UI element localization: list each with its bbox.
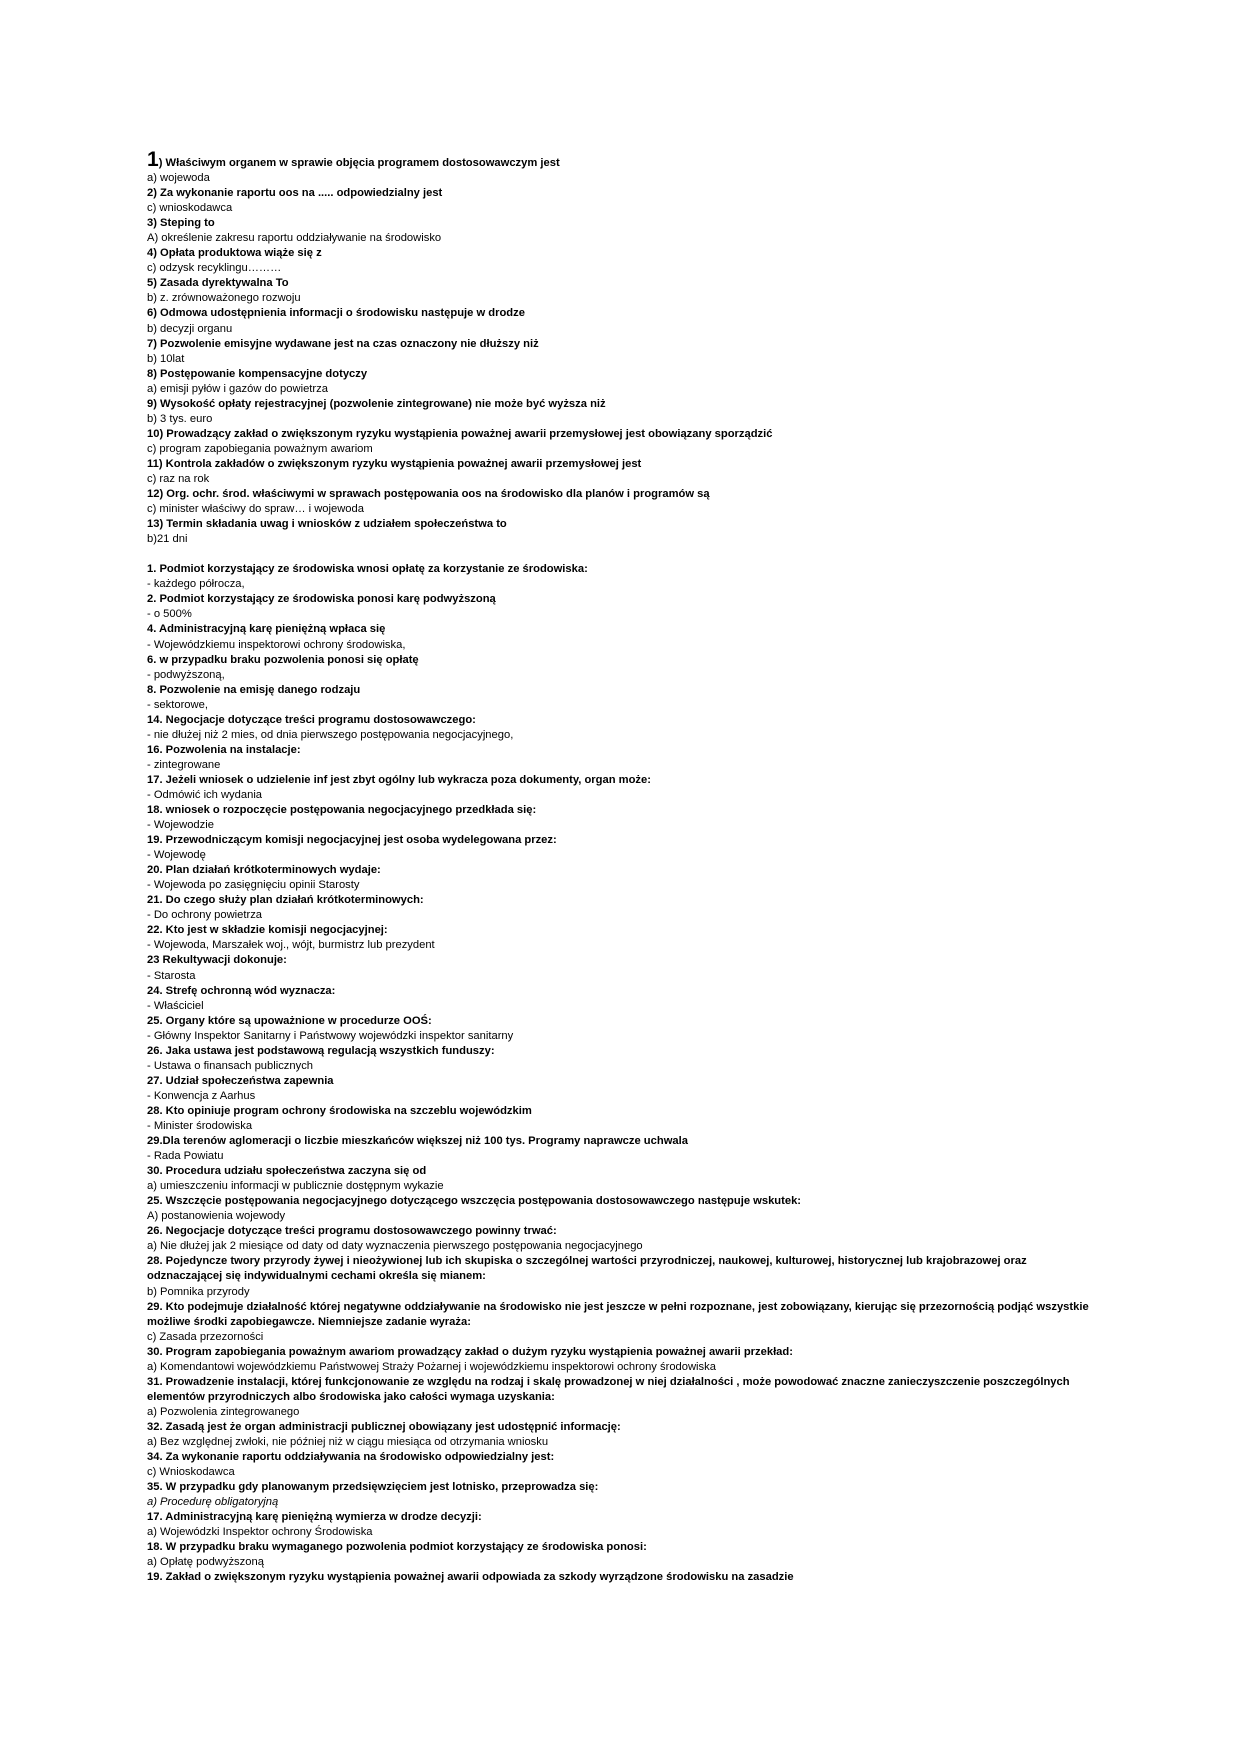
answer-line: b) 3 tys. euro bbox=[147, 412, 213, 425]
answer-line: c) wnioskodawca bbox=[147, 202, 233, 215]
question-line: 4. Administracyjną karę pieniężną wpłaca się bbox=[147, 623, 386, 636]
answer-line: - Wojewoda, Marszałek woj., wójt, burmistrz lub prezydent bbox=[147, 939, 435, 952]
question-line: 2) Za wykonanie raportu oos na ..... odpowiedzialny jest bbox=[147, 187, 443, 200]
question-line: 31. Prowadzenie instalacji, której funkcjonowanie ze względu na rodzaj i skalę prowadzonej w niej działalności , może powodować znaczne zanieczyszczenie poszczególnych elementów przyrodniczych albo środowiska jako całości wymaga uzyskania: bbox=[147, 1375, 1070, 1403]
answer-line: a) Wojewódzki Inspektor ochrony Środowiska bbox=[147, 1526, 373, 1539]
question-line: 13) Termin składania uwag i wniosków z udziałem społeczeństwa to bbox=[147, 518, 507, 531]
answer-line: a) umieszczeniu informacji w publicznie dostępnym wykazie bbox=[147, 1180, 444, 1193]
question-line: 1. Podmiot korzystający ze środowiska wnosi opłatę za korzystanie ze środowiska: bbox=[147, 563, 588, 576]
question-line: 2. Podmiot korzystający ze środowiska ponosi karę podwyższoną bbox=[147, 593, 496, 606]
question-line: 3) Steping to bbox=[147, 217, 215, 230]
answer-line: - Właściciel bbox=[147, 999, 204, 1012]
question-line: 28. Pojedyncze twory przyrody żywej i nieożywionej lub ich skupiska o szczególnej wartości przyrodniczej, naukowej, kulturowej, historycznej lub krajobrazowej oraz odznaczającej się indywidualnymi cechami określa się mianem: bbox=[147, 1255, 1027, 1283]
question-line: 5) Zasada dyrektywalna To bbox=[147, 277, 289, 290]
question-line: 18. W przypadku braku wymaganego pozwolenia podmiot korzystający ze środowiska ponosi: bbox=[147, 1541, 647, 1554]
answer-line: - nie dłużej niż 2 mies, od dnia pierwszego postępowania negocjacyjnego, bbox=[147, 728, 514, 741]
question-line: 8. Pozwolenie na emisję danego rodzaju bbox=[147, 683, 361, 696]
first-number: 1 bbox=[147, 148, 159, 171]
answer-line: - Ustawa o finansach publicznych bbox=[147, 1059, 314, 1072]
answer-line: - Wojewódzkiemu inspektorowi ochrony środowiska, bbox=[147, 638, 406, 651]
answer-line: c) raz na rok bbox=[147, 472, 210, 485]
question-line: 18. wniosek o rozpoczęcie postępowania negocjacyjnego przedkłada się: bbox=[147, 804, 537, 817]
answer-line: a) Nie dłużej jak 2 miesiące od daty od daty wyznaczenia pierwszego postępowania negocjacyjnego bbox=[147, 1240, 643, 1253]
question-line: 4) Opłata produktowa wiąże się z bbox=[147, 247, 322, 260]
answer-line: b) z. zrównoważonego rozwoju bbox=[147, 292, 301, 305]
answer-line: a) Komendantowi wojewódzkiemu Państwowej Straży Pożarnej i wojewódzkiemu inspektorowi ochrony środowiska bbox=[147, 1360, 716, 1373]
question-line: 6) Odmowa udostępnienia informacji o środowisku następuje w drodze bbox=[147, 307, 525, 320]
answer-line: b)21 dni bbox=[147, 533, 188, 546]
answer-line: a) Opłatę podwyższoną bbox=[147, 1556, 264, 1569]
answer-line: - Wojewodzie bbox=[147, 819, 214, 832]
question-line: 17. Administracyjną karę pieniężną wymierza w drodze decyzji: bbox=[147, 1511, 482, 1524]
question-line: 29.Dla terenów aglomeracji o liczbie mieszkańców większej niż 100 tys. Programy naprawcze uchwala bbox=[147, 1135, 688, 1148]
question-line: 16. Pozwolenia na instalacje: bbox=[147, 743, 301, 756]
answer-line: a) wojewoda bbox=[147, 172, 210, 185]
answer-line: - Konwencja z Aarhus bbox=[147, 1089, 256, 1102]
answer-line: - Minister środowiska bbox=[147, 1120, 253, 1132]
question-line: 30. Procedura udziału społeczeństwa zaczyna się od bbox=[147, 1165, 427, 1178]
question-line: 26. Jaka ustawa jest podstawową regulacją wszystkich funduszy: bbox=[147, 1044, 495, 1057]
question-line: 25. Organy które są upoważnione w procedurze OOŚ: bbox=[147, 1014, 432, 1027]
question-line: 8) Postępowanie kompensacyjne dotyczy bbox=[147, 367, 368, 380]
answer-line: - zintegrowane bbox=[147, 758, 221, 771]
question-line: 23 Rekultywacji dokonuje: bbox=[147, 954, 287, 967]
answer-line: c) Wnioskodawca bbox=[147, 1466, 235, 1479]
question-line: 30. Program zapobiegania poważnym awariom prowadzący zakład o dużym ryzyku wystąpienia poważnej awarii przekład: bbox=[147, 1345, 793, 1358]
answer-line: A) postanowienia wojewody bbox=[147, 1210, 286, 1223]
first-question-text: ) Właściwym organem w sprawie objęcia programem dostosowawczym jest bbox=[158, 157, 560, 169]
question-line: 34. Za wykonanie raportu oddziaływania na środowisko odpowiedzialny jest: bbox=[147, 1451, 555, 1464]
question-line: 19. Zakład o zwiększonym ryzyku wystąpienia poważnej awarii odpowiada za szkody wyrządzone środowisku na zasadzie bbox=[147, 1571, 794, 1584]
question-line: 20. Plan działań krótkoterminowych wydaje: bbox=[147, 864, 381, 877]
question-line: 9) Wysokość opłaty rejestracyjnej (pozwolenie zintegrowane) nie może być wyższa niż bbox=[147, 397, 606, 410]
answer-line: a) Pozwolenia zintegrowanego bbox=[147, 1405, 300, 1418]
question-line: 32. Zasadą jest że organ administracji publicznej obowiązany jest udostępnić informację: bbox=[147, 1420, 621, 1433]
question-line: 14. Negocjacje dotyczące treści programu dostosowawczego: bbox=[147, 713, 476, 726]
question-line: 6. w przypadku braku pozwolenia ponosi się opłatę bbox=[147, 653, 419, 666]
answer-line: - sektorowe, bbox=[147, 698, 208, 711]
question-line: 27. Udział społeczeństwa zapewnia bbox=[147, 1074, 334, 1087]
question-line: 10) Prowadzący zakład o zwiększonym ryzyku wystąpienia poważnej awarii przemysłowej jest obowiązany sporządzić bbox=[147, 427, 773, 440]
question-line: 28. Kto opiniuje program ochrony środowiska na szczeblu wojewódzkim bbox=[147, 1104, 532, 1117]
question-line: 35. W przypadku gdy planowanym przedsięwzięciem jest lotnisko, przeprowadza się: bbox=[147, 1481, 599, 1494]
answer-line: - Wojewoda po zasięgnięciu opinii Starosty bbox=[147, 879, 360, 892]
section-gap bbox=[147, 547, 1092, 562]
answer-line: a) Bez względnej zwłoki, nie później niż w ciągu miesiąca od otrzymania wniosku bbox=[147, 1435, 549, 1448]
answer-line: c) odzysk recyklingu……… bbox=[147, 262, 282, 275]
question-line: 7) Pozwolenie emisyjne wydawane jest na czas oznaczony nie dłuższy niż bbox=[147, 337, 539, 350]
answer-line: b) 10lat bbox=[147, 352, 185, 365]
answer-line: c) minister właściwy do spraw… i wojewoda bbox=[147, 503, 364, 516]
question-1 bbox=[147, 148, 1092, 171]
answer-line: - Wojewodę bbox=[147, 849, 206, 862]
question-line: 22. Kto jest w składzie komisji negocjacyjnej: bbox=[147, 924, 388, 937]
answer-line: - podwyższoną, bbox=[147, 668, 225, 681]
answer-line: a) emisji pyłów i gazów do powietrza bbox=[147, 382, 328, 395]
answer-line: b) decyzji organu bbox=[147, 322, 233, 335]
answer-line: - Do ochrony powietrza bbox=[147, 909, 263, 922]
answer-line: c) Zasada przezorności bbox=[147, 1330, 264, 1343]
question-line: 17. Jeżeli wniosek o udzielenie inf jest zbyt ogólny lub wykracza poza dokumenty, organ może: bbox=[147, 773, 651, 786]
answer-line: - o 500% bbox=[147, 608, 192, 621]
answer-line: - Odmówić ich wydania bbox=[147, 788, 263, 801]
question-line: 29. Kto podejmuje działalność której negatywne oddziaływanie na środowisko nie jest jeszcze w pełni rozpoznane, jest zobowiązany, kierując się przezornością podjąć wszystkie możliwe środki zapobiegawcze. Niemniejsze zadanie wyraża: bbox=[147, 1300, 1089, 1328]
answer-line: - Rada Powiatu bbox=[147, 1150, 224, 1163]
question-line: 11) Kontrola zakładów o zwiększonym ryzyku wystąpienia poważnej awarii przemysłowej jest bbox=[147, 457, 642, 470]
section-1-list bbox=[147, 171, 1092, 547]
question-line: 19. Przewodniczącym komisji negocjacyjnej jest osoba wydelegowana przez: bbox=[147, 834, 557, 847]
question-line: 12) Org. ochr. środ. właściwymi w sprawach postępowania oos na środowisko dla planów i programów są bbox=[147, 488, 710, 501]
section-2-list bbox=[147, 562, 1092, 1585]
question-line: 21. Do czego służy plan działań krótkoterminowych: bbox=[147, 894, 424, 907]
question-line: 26. Negocjacje dotyczące treści programu dostosowawczego powinny trwać: bbox=[147, 1225, 557, 1238]
question-line: 25. Wszczęcie postępowania negocjacyjnego dotyczącego wszczęcia postępowania dostosowawczego następuje wskutek: bbox=[147, 1195, 802, 1208]
document-content bbox=[147, 148, 1092, 1585]
answer-line: - Starosta bbox=[147, 969, 196, 982]
answer-line: A) określenie zakresu raportu oddziaływanie na środowisko bbox=[147, 232, 442, 245]
question-line: 24. Strefę ochronną wód wyznacza: bbox=[147, 984, 336, 997]
answer-line: a) Procedurę obligatoryjną bbox=[147, 1496, 279, 1509]
answer-line: c) program zapobiegania poważnym awariom bbox=[147, 442, 373, 455]
answer-line: - Główny Inspektor Sanitarny i Państwowy wojewódzki inspektor sanitarny bbox=[147, 1029, 514, 1042]
answer-line: - każdego półrocza, bbox=[147, 578, 245, 591]
answer-line: b) Pomnika przyrody bbox=[147, 1285, 250, 1298]
